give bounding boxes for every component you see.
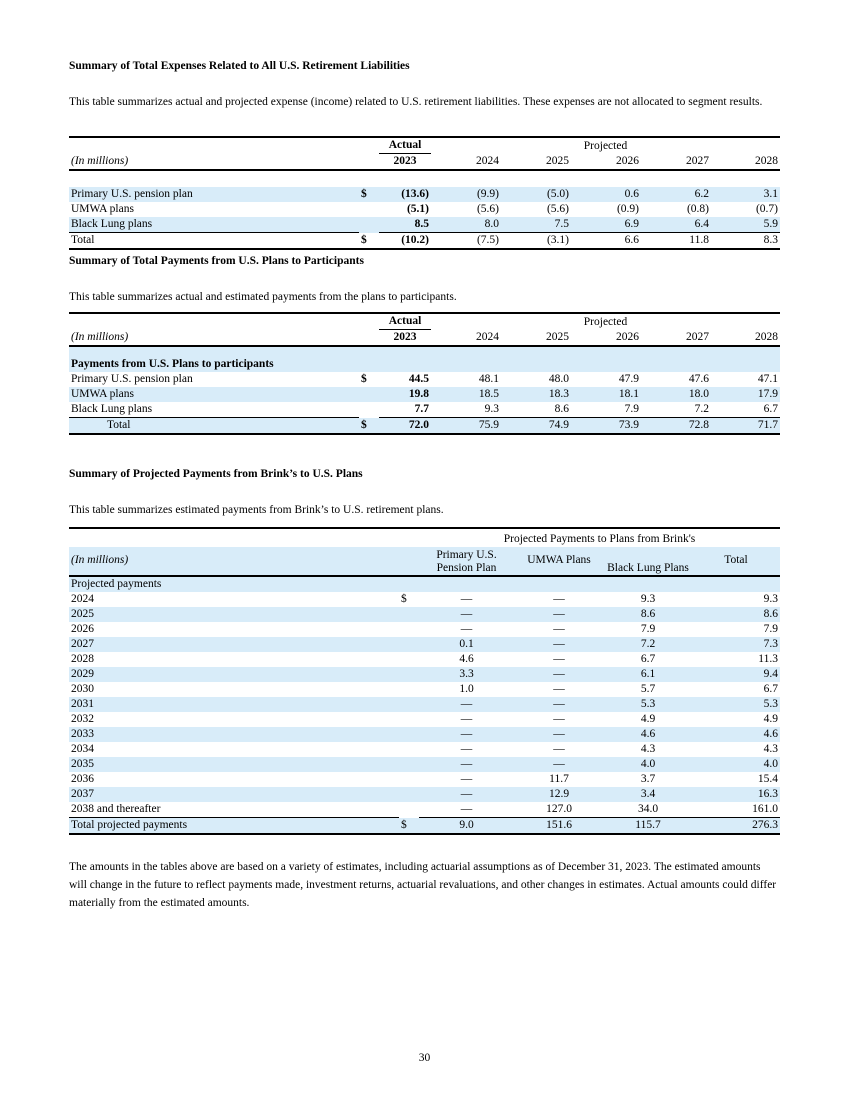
currency	[399, 727, 419, 742]
currency	[399, 742, 419, 757]
col-total: Total	[692, 547, 780, 576]
table-row	[69, 217, 780, 233]
row-label: 2034	[71, 743, 94, 756]
table-row	[69, 372, 780, 387]
cell: 75.9	[431, 418, 501, 435]
cell: —	[553, 713, 565, 726]
cell: 8.6	[501, 402, 571, 418]
table-row	[69, 697, 780, 712]
cell: 6.9	[571, 217, 641, 233]
currency: $	[399, 818, 419, 835]
cell: 4.0	[692, 757, 780, 772]
table-row	[69, 187, 780, 202]
table-row	[69, 682, 780, 697]
cell: 6.4	[641, 217, 711, 233]
row-label: 2029	[69, 667, 399, 682]
row-label: 2024	[71, 593, 94, 606]
cell: 7.9	[571, 402, 641, 418]
cell: (13.6)	[379, 187, 431, 202]
row-label: Total	[69, 233, 359, 250]
currency	[399, 607, 419, 622]
cell: 18.1	[571, 387, 641, 402]
section-title-payments: Summary of Total Payments from U.S. Plans to Participants	[69, 255, 364, 267]
cell: 3.7	[640, 773, 656, 786]
currency: $	[401, 593, 407, 606]
cell: 72.8	[641, 418, 711, 435]
cell: 15.4	[757, 773, 778, 786]
group-row	[69, 576, 780, 592]
cell: 161.0	[692, 802, 780, 818]
cell: 8.6	[692, 607, 780, 622]
cell: 6.7	[763, 683, 778, 696]
cell: 9.0	[419, 818, 514, 835]
cell: 8.5	[379, 217, 431, 233]
cell: 72.0	[379, 418, 431, 435]
cell: 8.0	[431, 217, 501, 233]
row-label: 2035	[69, 757, 399, 772]
row-label: 2036	[71, 773, 94, 786]
cell: —	[419, 727, 514, 742]
cell: 6.7	[711, 402, 780, 418]
cell: 9.3	[763, 593, 778, 606]
cell: (9.9)	[431, 187, 501, 202]
currency: $	[359, 418, 379, 435]
header-row-top	[69, 137, 780, 154]
cell: 19.8	[379, 387, 431, 402]
cell: 73.9	[571, 418, 641, 435]
row-label: 2038 and thereafter	[69, 802, 399, 818]
cell: 12.9	[514, 787, 604, 802]
cell: 34.0	[604, 802, 692, 818]
cell: 18.5	[431, 387, 501, 402]
col-pension: Primary U.S. Pension Plan	[419, 547, 514, 576]
cell: (7.5)	[431, 233, 501, 250]
cell: 11.7	[549, 773, 569, 786]
row-label: Black Lung plans	[69, 402, 359, 418]
cell: (5.6)	[546, 203, 569, 216]
year-col: 2028	[711, 330, 780, 347]
section-title-projected: Summary of Projected Payments from Brink’s to U.S. Plans	[69, 468, 363, 480]
cell: 276.3	[692, 818, 780, 835]
cell: 4.9	[640, 713, 656, 726]
cell: 6.7	[640, 653, 656, 666]
currency: $	[359, 233, 379, 250]
cell: 151.6	[514, 818, 604, 835]
table-row	[69, 712, 780, 727]
currency	[399, 622, 419, 637]
cell: —	[514, 637, 604, 652]
currency	[399, 667, 419, 682]
row-label: 2026	[71, 623, 94, 636]
cell: (5.1)	[406, 203, 429, 216]
cell: 7.9	[763, 623, 778, 636]
cell: 6.2	[641, 187, 711, 202]
year-col: 2023	[379, 330, 431, 347]
table-row	[69, 402, 780, 418]
in-millions-label: (In millions)	[69, 547, 399, 576]
year-col: 2025	[501, 154, 571, 171]
row-label: UMWA plans	[69, 387, 359, 402]
cell: 3.3	[419, 667, 514, 682]
projected-table	[69, 527, 780, 835]
cell: 18.3	[501, 387, 571, 402]
cell: (3.1)	[501, 233, 571, 250]
cell: 7.5	[501, 217, 571, 233]
cell: 48.1	[478, 373, 499, 386]
group-row	[69, 357, 780, 372]
cell: 47.6	[688, 373, 709, 386]
expenses-table	[69, 136, 780, 250]
projected-label: Projected	[431, 313, 780, 330]
cell: (0.7)	[755, 203, 779, 216]
header-row	[69, 154, 780, 171]
cell: —	[553, 593, 565, 606]
cell: 4.3	[763, 743, 778, 756]
cell: —	[514, 697, 604, 712]
row-label: 2027	[69, 637, 399, 652]
cell: 6.6	[571, 233, 641, 250]
section-desc-payments: This table summarizes actual and estimated payments from the plans to participants.	[69, 291, 457, 303]
row-label: Primary U.S. pension plan	[71, 373, 193, 386]
year-col: 2024	[431, 154, 501, 171]
table-row	[69, 652, 780, 667]
in-millions-label: (In millions)	[69, 330, 359, 347]
row-label: 2025	[69, 607, 399, 622]
cell: 4.6	[459, 653, 474, 666]
cell: (0.8)	[686, 203, 709, 216]
year-col: 2024	[431, 330, 501, 347]
cell: —	[553, 743, 565, 756]
row-label: 2030	[71, 683, 94, 696]
currency	[359, 217, 379, 233]
cell: —	[460, 713, 473, 726]
cell: —	[514, 727, 604, 742]
cell: 7.9	[640, 623, 656, 636]
cell: —	[419, 787, 514, 802]
cell: 8.6	[604, 607, 692, 622]
col-umwa: UMWA Plans	[514, 547, 604, 576]
currency	[399, 697, 419, 712]
currency	[399, 637, 419, 652]
currency	[399, 712, 419, 727]
cell: —	[419, 802, 514, 818]
cell: 5.7	[640, 683, 656, 696]
cell: 7.3	[692, 637, 780, 652]
cell: 18.0	[641, 387, 711, 402]
currency	[399, 652, 419, 667]
year-col: 2026	[571, 154, 641, 171]
table-row	[69, 757, 780, 772]
table-row	[69, 622, 780, 637]
row-label: 2028	[71, 653, 94, 666]
cell: 4.6	[692, 727, 780, 742]
row-label: 2032	[71, 713, 94, 726]
table-row	[69, 742, 780, 757]
table-row	[69, 727, 780, 742]
currency: $	[361, 373, 367, 386]
total-row	[69, 818, 780, 835]
cell: 1.0	[459, 683, 474, 696]
cell: (5.0)	[501, 187, 571, 202]
cell: 47.1	[757, 373, 779, 386]
currency	[399, 802, 419, 818]
table-row	[69, 592, 780, 607]
group-label: Projected payments	[69, 576, 780, 592]
table-row	[69, 202, 780, 217]
cell: 9.4	[692, 667, 780, 682]
projected-label: Projected	[431, 137, 780, 154]
cell: —	[419, 757, 514, 772]
currency	[399, 787, 419, 802]
header-row	[69, 547, 780, 576]
table-row	[69, 607, 780, 622]
cell: 71.7	[711, 418, 780, 435]
actual-label: Actual	[379, 313, 431, 330]
closing-paragraph: The amounts in the tables above are based on a variety of estimates, including actuarial assumptions as of December 31, 2023. The estimated amounts will change in the future to reflect payments made, investment returns, actuarial revaluations, and other changes in estimates. Actual amounts could differ materially from the estimated amounts.	[69, 861, 777, 909]
section-desc-expenses: This table summarizes actual and projected expense (income) related to U.S. retirement liabilities. These expenses are not allocated to segment results.	[69, 96, 763, 108]
actual-label: Actual	[379, 137, 431, 154]
cell: 7.2	[604, 637, 692, 652]
year-col: 2027	[641, 330, 711, 347]
cell: 127.0	[514, 802, 604, 818]
cell: 7.7	[379, 402, 431, 418]
cell: —	[460, 743, 473, 756]
cell: 3.4	[604, 787, 692, 802]
year-col: 2025	[501, 330, 571, 347]
cell: —	[553, 683, 565, 696]
row-label: 2031	[69, 697, 399, 712]
payments-table	[69, 312, 780, 435]
table-row	[69, 802, 780, 818]
cell: 4.3	[640, 743, 656, 756]
cell: 4.9	[763, 713, 778, 726]
currency	[399, 682, 419, 697]
cell: 115.7	[604, 818, 692, 835]
cell: —	[460, 623, 473, 636]
cell: —	[514, 667, 604, 682]
currency	[399, 772, 419, 787]
table-row	[69, 772, 780, 787]
currency	[359, 402, 379, 418]
currency: $	[359, 187, 379, 202]
row-label: Total projected payments	[69, 818, 399, 835]
cell: 5.3	[692, 697, 780, 712]
cell: —	[419, 697, 514, 712]
row-label: Total	[69, 418, 359, 435]
cell: 5.3	[604, 697, 692, 712]
cell: 4.0	[604, 757, 692, 772]
cell: 0.6	[571, 187, 641, 202]
cell: (10.2)	[379, 233, 431, 250]
cell: 4.6	[604, 727, 692, 742]
cell: (5.6)	[476, 203, 499, 216]
total-row	[69, 418, 780, 435]
year-col: 2023	[379, 154, 431, 171]
super-header: Projected Payments to Plans from Brink's	[419, 528, 780, 547]
cell: 6.1	[604, 667, 692, 682]
table-row	[69, 637, 780, 652]
table-row	[69, 387, 780, 402]
table-row	[69, 787, 780, 802]
year-col: 2026	[571, 330, 641, 347]
table-row	[69, 667, 780, 682]
cell: 47.9	[618, 373, 639, 386]
group-label: Payments from U.S. Plans to participants	[69, 357, 780, 372]
header-row-top	[69, 313, 780, 330]
currency	[399, 757, 419, 772]
cell: 11.8	[641, 233, 711, 250]
cell: (0.9)	[616, 203, 639, 216]
cell: 17.9	[711, 387, 780, 402]
cell: 9.3	[431, 402, 501, 418]
cell: 5.9	[711, 217, 780, 233]
cell: 7.2	[641, 402, 711, 418]
cell: —	[514, 607, 604, 622]
in-millions-label: (In millions)	[69, 154, 359, 171]
page-number: 30	[418, 1052, 431, 1064]
currency	[359, 387, 379, 402]
row-label: 2037	[69, 787, 399, 802]
cell: 16.3	[692, 787, 780, 802]
super-header-row	[69, 528, 780, 547]
section-desc-projected: This table summarizes estimated payments from Brink’s to U.S. retirement plans.	[69, 504, 444, 516]
cell: 0.1	[419, 637, 514, 652]
header-row	[69, 330, 780, 347]
year-col: 2028	[711, 154, 780, 171]
cell: 3.1	[711, 187, 780, 202]
total-row	[69, 233, 780, 250]
cell: —	[514, 757, 604, 772]
year-col: 2027	[641, 154, 711, 171]
col-blacklung: Black Lung Plans	[604, 547, 692, 576]
row-label: Primary U.S. pension plan	[69, 187, 359, 202]
row-label: UMWA plans	[71, 203, 134, 216]
cell: 11.3	[758, 653, 778, 666]
cell: 8.3	[711, 233, 780, 250]
cell: —	[460, 773, 473, 786]
row-label: 2033	[69, 727, 399, 742]
row-label: Black Lung plans	[69, 217, 359, 233]
section-title-expenses: Summary of Total Expenses Related to All U.S. Retirement Liabilities	[69, 60, 410, 72]
cell: 44.5	[408, 373, 429, 386]
cell: 74.9	[501, 418, 571, 435]
cell: 9.3	[640, 593, 656, 606]
cell: —	[553, 623, 565, 636]
currency	[359, 202, 379, 217]
cell: —	[553, 653, 565, 666]
cell: —	[460, 593, 473, 606]
cell: 48.0	[548, 373, 569, 386]
cell: —	[419, 607, 514, 622]
